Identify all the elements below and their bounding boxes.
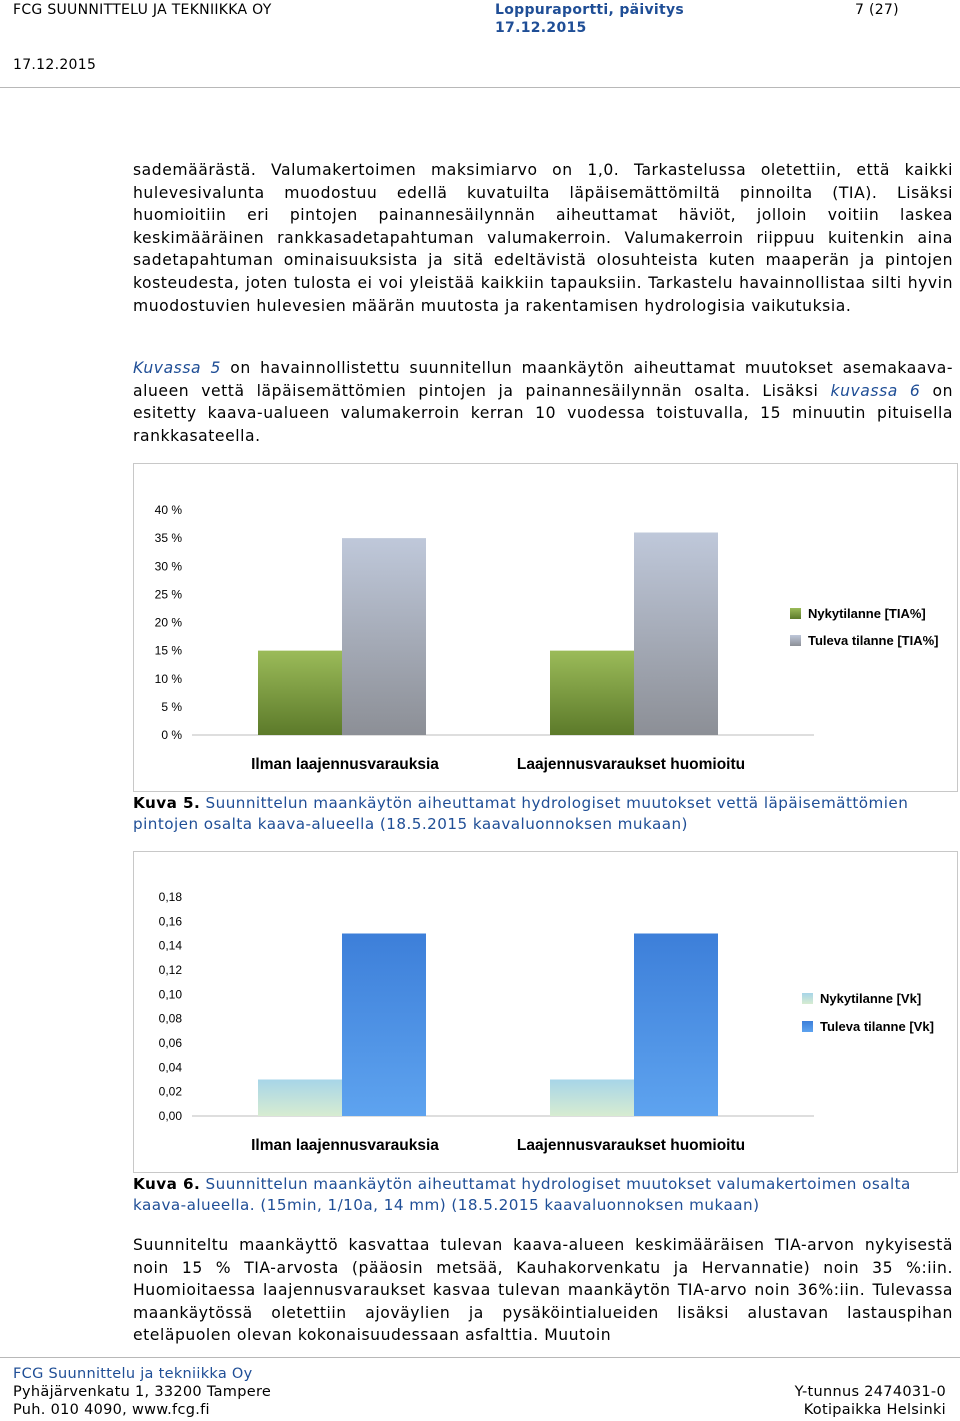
- y-tick-label: 0,16: [158, 914, 182, 929]
- y-tick-label: 25 %: [154, 587, 182, 602]
- y-tick-label: 0 %: [161, 728, 182, 742]
- x-category-label: Laajennusvaraukset huomioitu: [516, 1137, 746, 1154]
- tia-bar-chart: [134, 464, 957, 791]
- bar-current-1: [550, 1080, 634, 1117]
- figure-5-caption: [133, 793, 953, 835]
- bar-future-1: [634, 533, 718, 736]
- caption-text: Suunnittelun maankäytön aiheuttamat hydrologiset muutokset vettä läpäisemättömien pintojen osalta kaava-alueella (18.5.2015 kaavaluonnoksen mukaan): [133, 794, 909, 833]
- y-tick-label: 15 %: [154, 643, 182, 658]
- legend-label: Nykytilanne [Vk]: [820, 991, 922, 1006]
- y-tick-label: 0,06: [158, 1036, 182, 1050]
- x-category-label: Laajennusvaraukset huomioitu: [516, 756, 746, 773]
- legend-label: Tuleva tilanne [TIA%]: [808, 633, 939, 648]
- figure-6-caption: [133, 1174, 953, 1216]
- bar-current-1: [550, 651, 634, 735]
- y-tick-label: 40 %: [154, 503, 182, 517]
- header-doc-date: 17.12.2015: [495, 20, 587, 36]
- body-paragraph-3: [133, 1234, 953, 1347]
- y-tick-label: 0,02: [158, 1084, 182, 1099]
- bar-future-1: [634, 934, 718, 1117]
- figure-ref-5[interactable]: Kuvassa 5: [133, 359, 221, 377]
- y-tick-label: 35 %: [154, 531, 182, 546]
- paragraph-text: Suunniteltu maankäyttö kasvattaa tulevan kaava-alueen keskimääräisen TIA-arvon nykyisestä noin 15 % TIA-arvosta (pääosin metsää, Kauhakorvenkatu ja Hervannatie) noin 35 %:iin. Huomioitaessa laajennusvaraukset kasvaa tulevan maankäytön TIA-arvo noin 36%:iin. Tulevassa maankäytössä oletettiin ajoväylien ja pysäköintialueiden lisäksi alustavan lastauspihan eteläpuolen olevan kokonaisuudessaan asfalttia. Muutoin: [133, 1236, 953, 1345]
- y-tick-label: 0,10: [158, 987, 182, 1002]
- caption-label: Kuva 5.: [133, 794, 201, 812]
- caption-label: Kuva 6.: [133, 1175, 201, 1193]
- legend-swatch: [802, 993, 813, 1004]
- figure-ref-6[interactable]: kuvassa 6: [830, 381, 921, 400]
- legend-swatch: [790, 608, 801, 619]
- bar-current-0: [258, 651, 342, 735]
- paragraph-text: sademäärästä. Valumakertoimen maksimiarvo on 1,0. Tarkastelussa oletettiin, että kaikki hulevesivalunta muodostuu edellä kuvatuilta läpäisemättömiltä pinnoilta (TIA). Lisäksi huomioitiin eri pintojen painannesäilynnän aiheuttamat häviöt, jolloin voitiin laskea keskimääräinen rankkasadetapahtuman valumakerroin. Valumakerroin riippuu kuitenkin aina sadetapahtuman ominaisuuksista ja sitä edeltävistä olosuhteista kuten maaperän ja pintojen kosteudesta, joten tulosta ei voi yleistää kaikkiin tapauksiin. Tarkastelu havainnollistaa silti hyvin muodostuvien hulevesien määrän muutosta ja rakentamisen hydrologisia vaikutuksia.: [133, 161, 953, 315]
- paragraph-fragment: on esitetty kaava-ualueen valumakerroin kerran 10 vuodessa toistuvalla, 15 minuutin pituisella rankkasateella.: [133, 381, 953, 445]
- y-tick-label: 0,12: [158, 963, 182, 977]
- body-paragraph-2: [133, 357, 953, 447]
- y-tick-label: 30 %: [154, 559, 182, 574]
- y-tick-label: 0,14: [158, 938, 182, 953]
- figure-6-chart: [133, 851, 958, 1173]
- caption-text: Suunnittelun maankäytön aiheuttamat hydrologiset muutokset valumakertoimen osalta kaava-alueella. (15min, 1/10a, 14 mm) (18.5.2015 kaavaluonnoksen mukaan): [133, 1175, 911, 1214]
- footer-contact[interactable]: Puh. 010 4090, www.fcg.fi: [13, 1402, 210, 1418]
- footer-company: FCG Suunnittelu ja tekniikka Oy: [13, 1366, 253, 1382]
- legend-label: Tuleva tilanne [Vk]: [820, 1019, 934, 1034]
- legend-swatch: [790, 635, 801, 646]
- paragraph-text: [133, 357, 953, 447]
- runoff-coefficient-bar-chart: [134, 852, 957, 1172]
- header-doc-title: Loppuraportti, päivitys: [495, 2, 685, 18]
- footer-address: Pyhäjärvenkatu 1, 33200 Tampere: [13, 1384, 272, 1400]
- paragraph-fragment: on havainnollistettu suunnitellun maankäytön aiheuttamat muutokset asemakaava-alueen vettä läpäisemättömien pintojen ja painannesäilynnän osalta. Lisäksi: [133, 359, 953, 400]
- header-company: FCG SUUNNITTELU JA TEKNIIKKA OY: [13, 2, 272, 18]
- legend-label: Nykytilanne [TIA%]: [808, 606, 926, 621]
- footer-kotipaikka: Kotipaikka Helsinki: [803, 1402, 946, 1418]
- y-tick-label: 0,18: [158, 890, 182, 904]
- bar-future-0: [342, 538, 426, 735]
- y-tick-label: 20 %: [154, 615, 182, 630]
- x-category-label: Ilman laajennusvarauksia: [251, 1137, 439, 1154]
- y-tick-label: 10 %: [154, 671, 182, 686]
- figure-5-chart: [133, 463, 958, 792]
- body-paragraph-1: [133, 159, 953, 317]
- bar-current-0: [258, 1080, 342, 1117]
- y-tick-label: 0,00: [158, 1109, 182, 1123]
- legend-swatch: [802, 1021, 813, 1032]
- footer-ytunnus: Y-tunnus 2474031-0: [794, 1384, 946, 1400]
- y-tick-label: 5 %: [161, 699, 182, 714]
- header-divider: [0, 87, 960, 88]
- header-date: 17.12.2015: [13, 57, 97, 73]
- footer-divider: [0, 1357, 960, 1358]
- header-page-number: 7 (27): [855, 2, 899, 18]
- bar-future-0: [342, 934, 426, 1117]
- y-tick-label: 0,04: [158, 1060, 182, 1075]
- x-category-label: Ilman laajennusvarauksia: [251, 756, 439, 773]
- y-tick-label: 0,08: [158, 1011, 182, 1026]
